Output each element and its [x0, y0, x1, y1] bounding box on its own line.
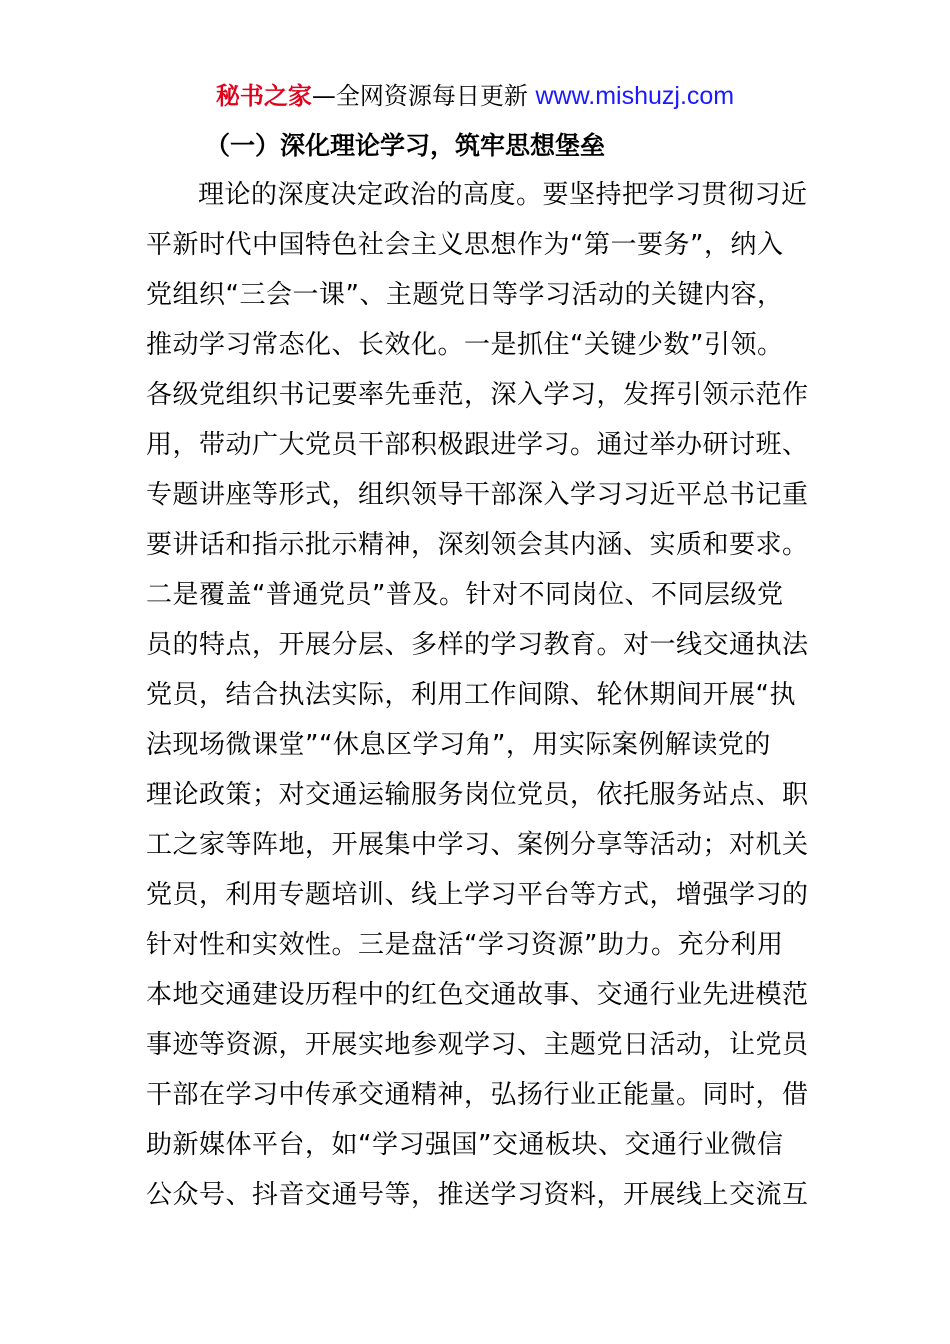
paragraph-line: 事迹等资源，开展实地参观学习、主题党日活动，让党员	[146, 1030, 809, 1060]
site-banner	[0, 78, 950, 114]
paragraph-line: 理论政策；对交通运输服务岗位党员，依托服务站点、职	[146, 780, 809, 810]
paragraph-line: 党员，利用专题培训、线上学习平台等方式，增强学习的	[146, 880, 809, 910]
paragraph-line: 理论的深度决定政治的高度。要坚持把学习贯彻习近	[198, 180, 808, 210]
paragraph-line: 二是覆盖“普通党员”普及。针对不同岗位、不同层级党	[146, 580, 784, 610]
paragraph-line: 员的特点，开展分层、多样的学习教育。对一线交通执法	[146, 630, 809, 660]
paragraph-line: 干部在学习中传承交通精神，弘扬行业正能量。同时，借	[146, 1080, 809, 1110]
paragraph-line: 本地交通建设历程中的红色交通故事、交通行业先进模范	[146, 980, 809, 1010]
body-paragraph	[146, 170, 809, 1220]
paragraph-line: 平新时代中国特色社会主义思想作为“第一要务”，纳入	[146, 230, 784, 260]
paragraph-line: 推动学习常态化、长效化。一是抓住“关键少数”引领。	[146, 330, 784, 360]
paragraph-line: 要讲话和指示批示精神，深刻领会其内涵、实质和要求。	[146, 530, 809, 560]
site-brand-name: 秘书之家	[215, 82, 312, 110]
paragraph-line: 党组织“三会一课”、主题党日等学习活动的关键内容，	[146, 280, 784, 310]
paragraph-line: 助新媒体平台，如“学习强国”交通板块、交通行业微信	[146, 1130, 784, 1160]
paragraph-line: 法现场微课堂”“休息区学习角”，用实际案例解读党的	[146, 730, 771, 760]
paragraph-line: 工之家等阵地，开展集中学习、案例分享等活动；对机关	[146, 830, 809, 860]
paragraph-line: 各级党组织书记要率先垂范，深入学习，发挥引领示范作	[146, 380, 809, 410]
site-url-link[interactable]: www.mishuzj.com	[535, 82, 735, 110]
paragraph-line: 党员，结合执法实际，利用工作间隙、轮休期间开展“执	[146, 680, 796, 710]
paragraph-line: 针对性和实效性。三是盘活“学习资源”助力。充分利用	[146, 930, 784, 960]
site-tagline: —全网资源每日更新	[311, 82, 528, 110]
paragraph-line: 专题讲座等形式，组织领导干部深入学习习近平总书记重	[146, 480, 809, 510]
paragraph-line: 用，带动广大党员干部积极跟进学习。通过举办研讨班、	[146, 430, 809, 460]
section-heading: （一）深化理论学习，筑牢思想堡垒	[205, 131, 606, 160]
paragraph-line: 公众号、抖音交通号等，推送学习资料，开展线上交流互	[146, 1180, 809, 1210]
